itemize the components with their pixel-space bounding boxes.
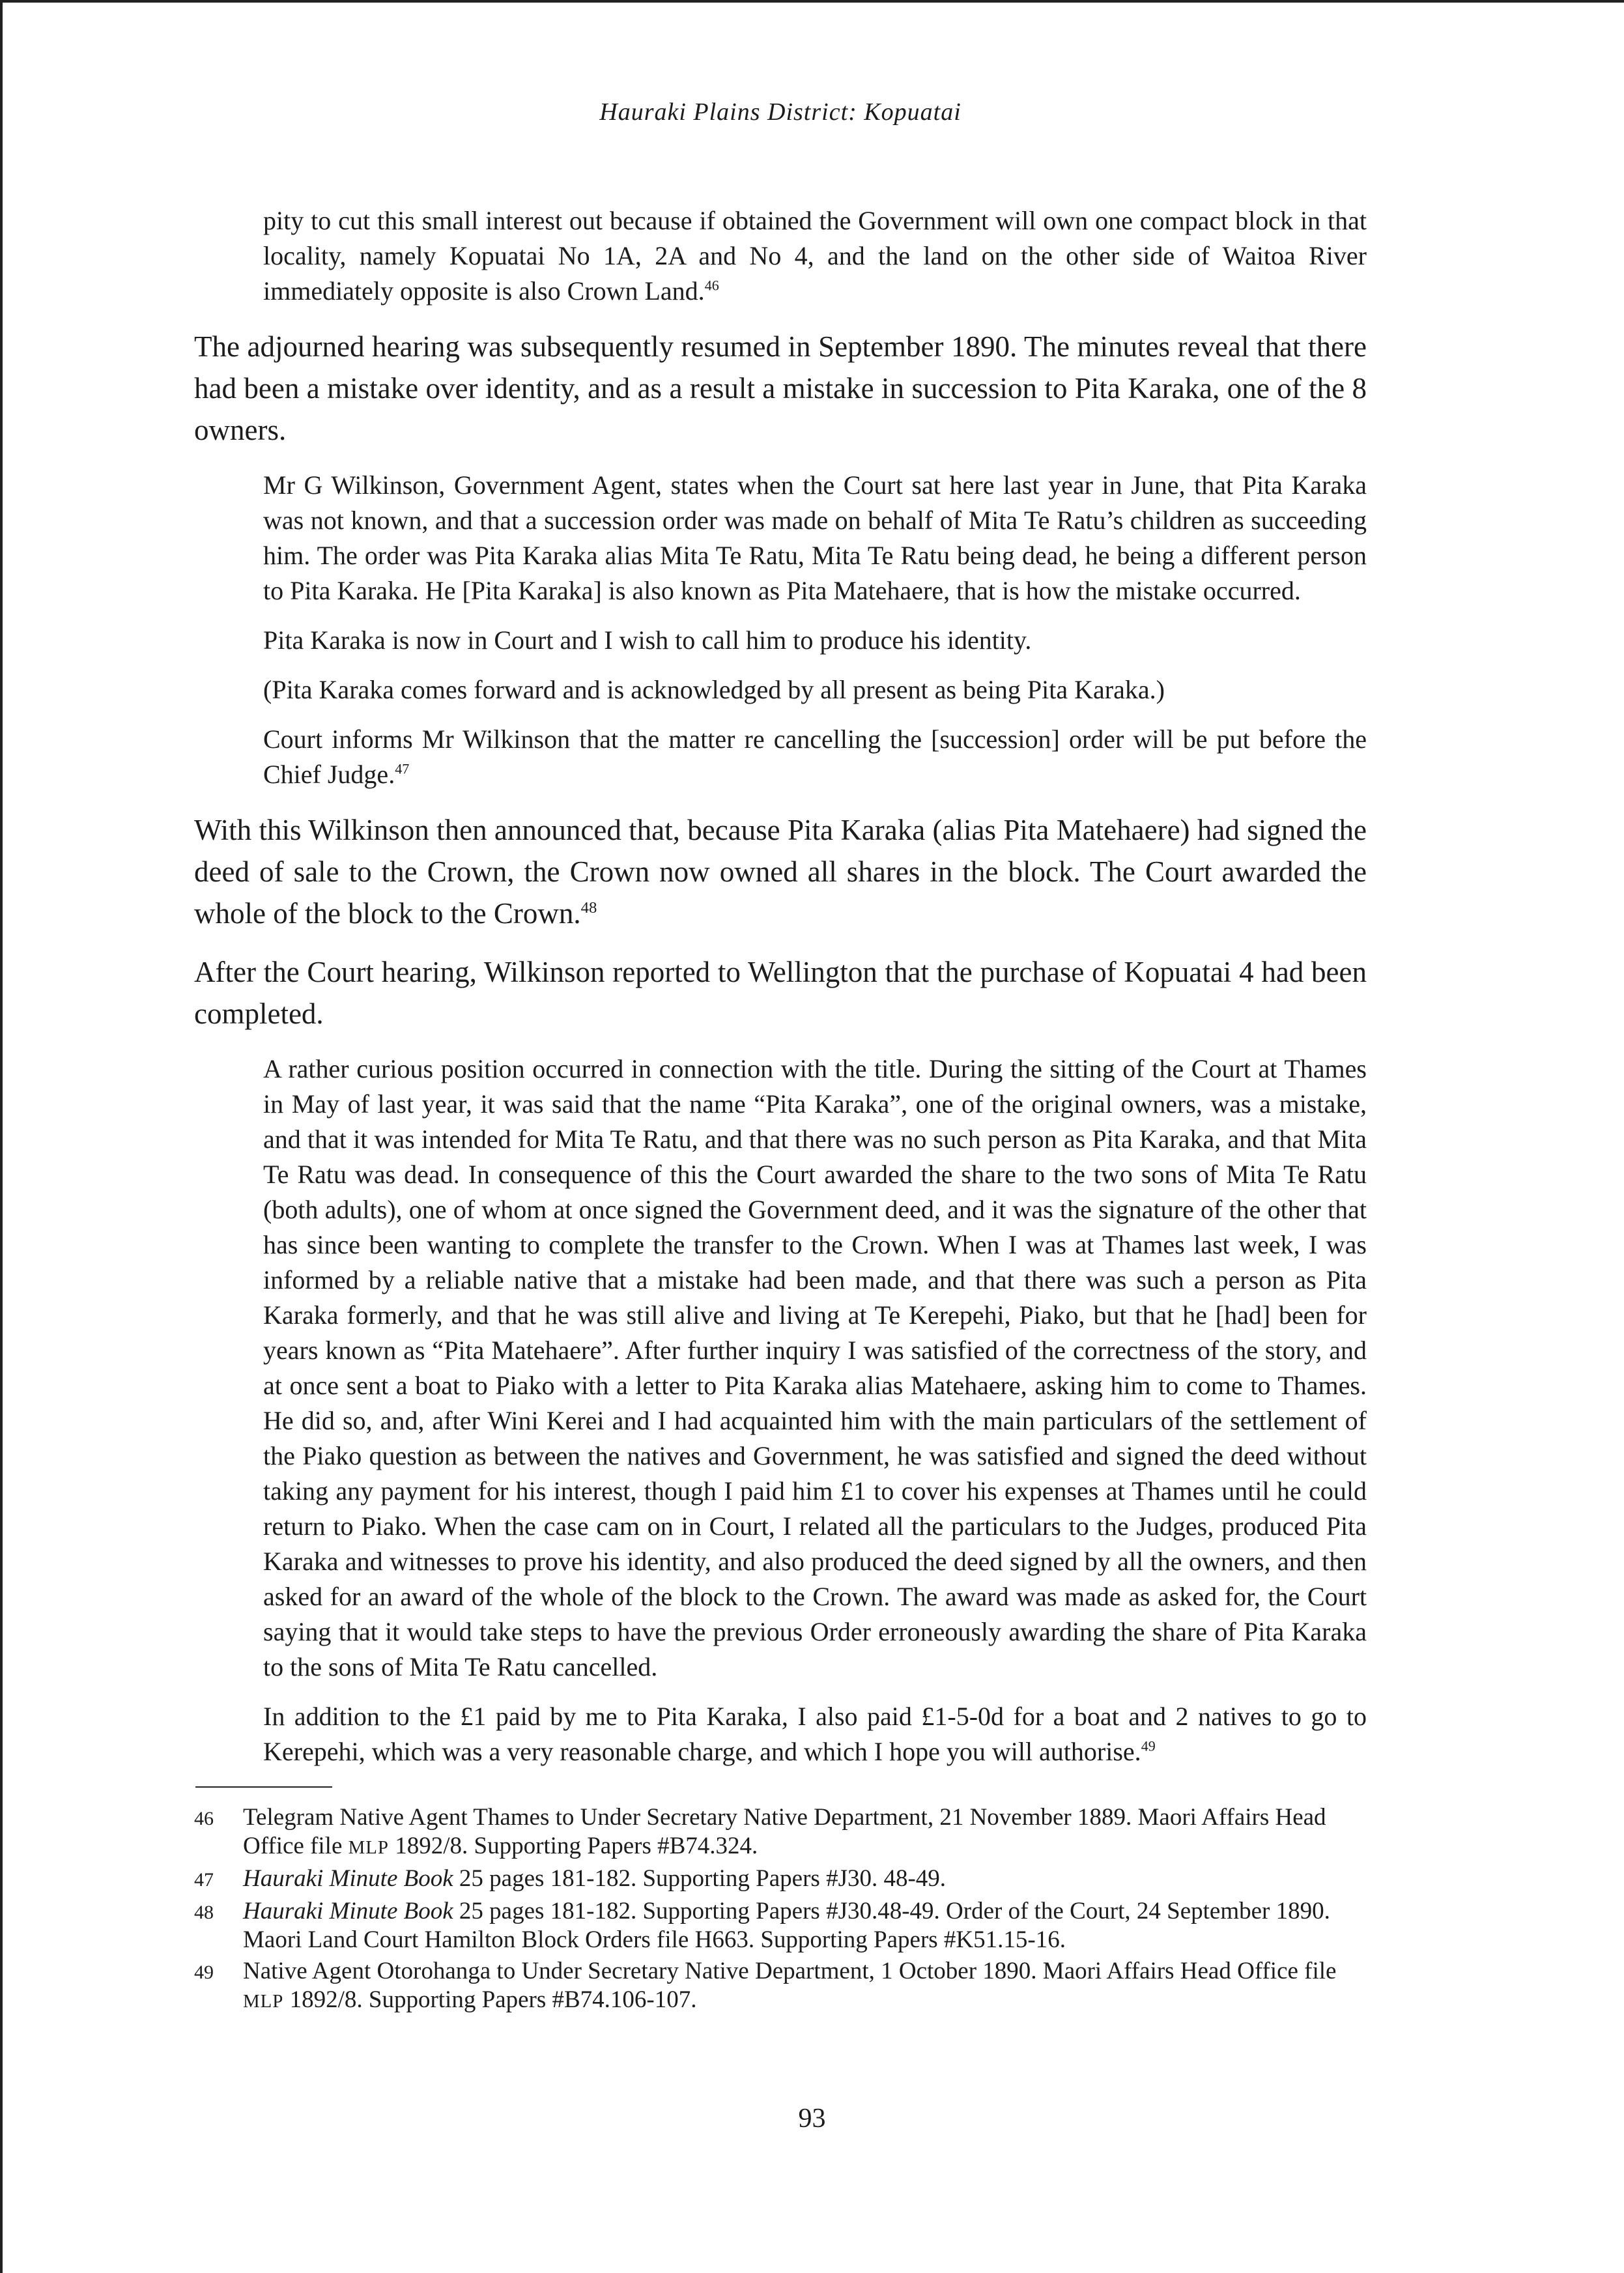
footnote-text: Hauraki Minute Book 25 pages 181-182. Supporting Papers #J30.48-49. Order of the Court, 24 September 1890. Maori Land Court Hamilton Block Orders file H663. Supporting Papers #K51.15-16.	[243, 1898, 1330, 1953]
footnote-number: 49	[194, 1962, 214, 1983]
footnote-ref[interactable]: 47	[395, 760, 410, 777]
footnote-46	[194, 1803, 1367, 1862]
footnote-47	[194, 1865, 1367, 1894]
quote-paragraph: Mr G Wilkinson, Government Agent, states when the Court sat here last year in June, that Pita Karaka was not known, and that a succession order was made on behalf of Mita Te Ratu’s children as succeeding him. The order was Pita Karaka alias Mita Te Ratu, Mita Te Ratu being dead, he being a different person to Pita Karaka. He [Pita Karaka] is also known as Pita Matehaere, that is how the mistake occurred.	[263, 470, 1367, 605]
quote-text: In addition to the £1 paid by me to Pita Karaka, I also paid £1-5-0d for a boat and 2 natives to go to Kerepehi, which was a very reasonable charge, and which I hope you will authorise.	[263, 1702, 1367, 1766]
scan-edge-left	[0, 0, 3, 2273]
footnote-divider	[195, 1786, 332, 1788]
quote-paragraph	[263, 1699, 1367, 1769]
footnote-48	[194, 1897, 1367, 1954]
footnote-text: Hauraki Minute Book 25 pages 181-182. Supporting Papers #J30. 48-49.	[243, 1865, 947, 1892]
quote-text: Court informs Mr Wilkinson that the matter re cancelling the [succession] order will be put before the Chief Judge.	[263, 724, 1367, 789]
quote-paragraph: Pita Karaka is now in Court and I wish to call him to produce his identity.	[263, 625, 1032, 655]
quote-paragraph	[263, 203, 1367, 309]
body-text: With this Wilkinson then announced that, because Pita Karaka (alias Pita Matehaere) had signed the deed of sale to the Crown, the Crown now owned all shares in the block. The Court awarded the whole of the block to the Crown.	[194, 814, 1367, 930]
scan-edge-top	[0, 0, 1624, 3]
block-quote-report	[263, 1051, 1367, 1769]
block-quote-telegram	[263, 203, 1367, 309]
body-paragraph: After the Court hearing, Wilkinson reported to Wellington that the purchase of Kopuatai 4 had been completed.	[194, 956, 1367, 1030]
page-content	[194, 98, 1367, 2018]
body-paragraph: The adjourned hearing was subsequently resumed in September 1890. The minutes reveal that there had been a mistake over identity, and as a result a mistake in succession to Pita Karaka, one of the 8 owners.	[194, 330, 1367, 446]
block-quote-minutes	[263, 468, 1367, 792]
page-number: 93	[798, 2104, 826, 2134]
quote-paragraph	[263, 722, 1367, 792]
footnote-49	[194, 1957, 1367, 2016]
footnote-ref[interactable]: 46	[704, 277, 719, 294]
footnote-text: Telegram Native Agent Thames to Under Secretary Native Department, 21 November 1889. Maori Affairs Head Office file MLP 1892/8. Supporting Papers #B74.324.	[243, 1804, 1326, 1859]
footnote-text: Native Agent Otorohanga to Under Secretary Native Department, 1 October 1890. Maori Affairs Head Office file MLP 1892/8. Supporting Papers #B74.106-107.	[243, 1958, 1337, 2013]
footnote-number: 48	[194, 1902, 214, 1923]
footnote-ref[interactable]: 49	[1141, 1737, 1156, 1754]
footnote-number: 47	[194, 1869, 214, 1891]
body-paragraph	[194, 809, 1367, 934]
footnotes	[194, 1803, 1367, 2016]
footnote-number: 46	[194, 1808, 214, 1829]
quote-text: pity to cut this small interest out because if obtained the Government will own one compact block in that locality, namely Kopuatai No 1A, 2A and No 4, and the land on the other side of Waitoa River immediately opposite is also Crown Land.	[263, 206, 1367, 306]
quote-paragraph: (Pita Karaka comes forward and is acknowledged by all present as being Pita Karaka.)	[263, 675, 1165, 704]
quote-paragraph: A rather curious position occurred in connection with the title. During the sitting of the Court at Thames in May of last year, it was said that the name “Pita Karaka”, one of the original owners, was a mistake, and that it was intended for Mita Te Ratu, and that there was no such person as Pita Karaka, and that Mita Te Ratu was dead. In consequence of this the Court awarded the share to the two sons of Mita Te Ratu (both adults), one of whom at once signed the Government deed, and it was the signature of the other that has since been wanting to complete the transfer to the Crown. When I was at Thames last week, I was informed by a reliable native that a mistake had been made, and that there was such a person as Pita Karaka formerly, and that he was still alive and living at Te Kerepehi, Piako, but that he [had] been for years known as “Pita Matehaere”. After further inquiry I was satisfied of the correctness of the story, and at once sent a boat to Piako with a letter to Pita Karaka alias Matehaere, asking him to come to Thames. He did so, and, after Wini Kerei and I had acquainted him with the main particulars of the settlement of the Piako question as between the natives and Government, he was satisfied and signed the deed without taking any payment for his interest, though I paid him £1 to cover his expenses at Thames until he could return to Piako. When the case cam on in Court, I related all the particulars to the Judges, produced Pita Karaka and witnesses to prove his identity, and also produced the deed signed by all the owners, and then asked for an award of the whole of the block to the Crown. The award was made as asked for, the Court saying that it would take steps to have the previous Order erroneously awarding the share of Pita Karaka to the sons of Mita Te Ratu cancelled.	[263, 1054, 1367, 1681]
footnote-ref[interactable]: 48	[580, 899, 597, 917]
running-head: Hauraki Plains District: Kopuatai	[599, 98, 962, 126]
